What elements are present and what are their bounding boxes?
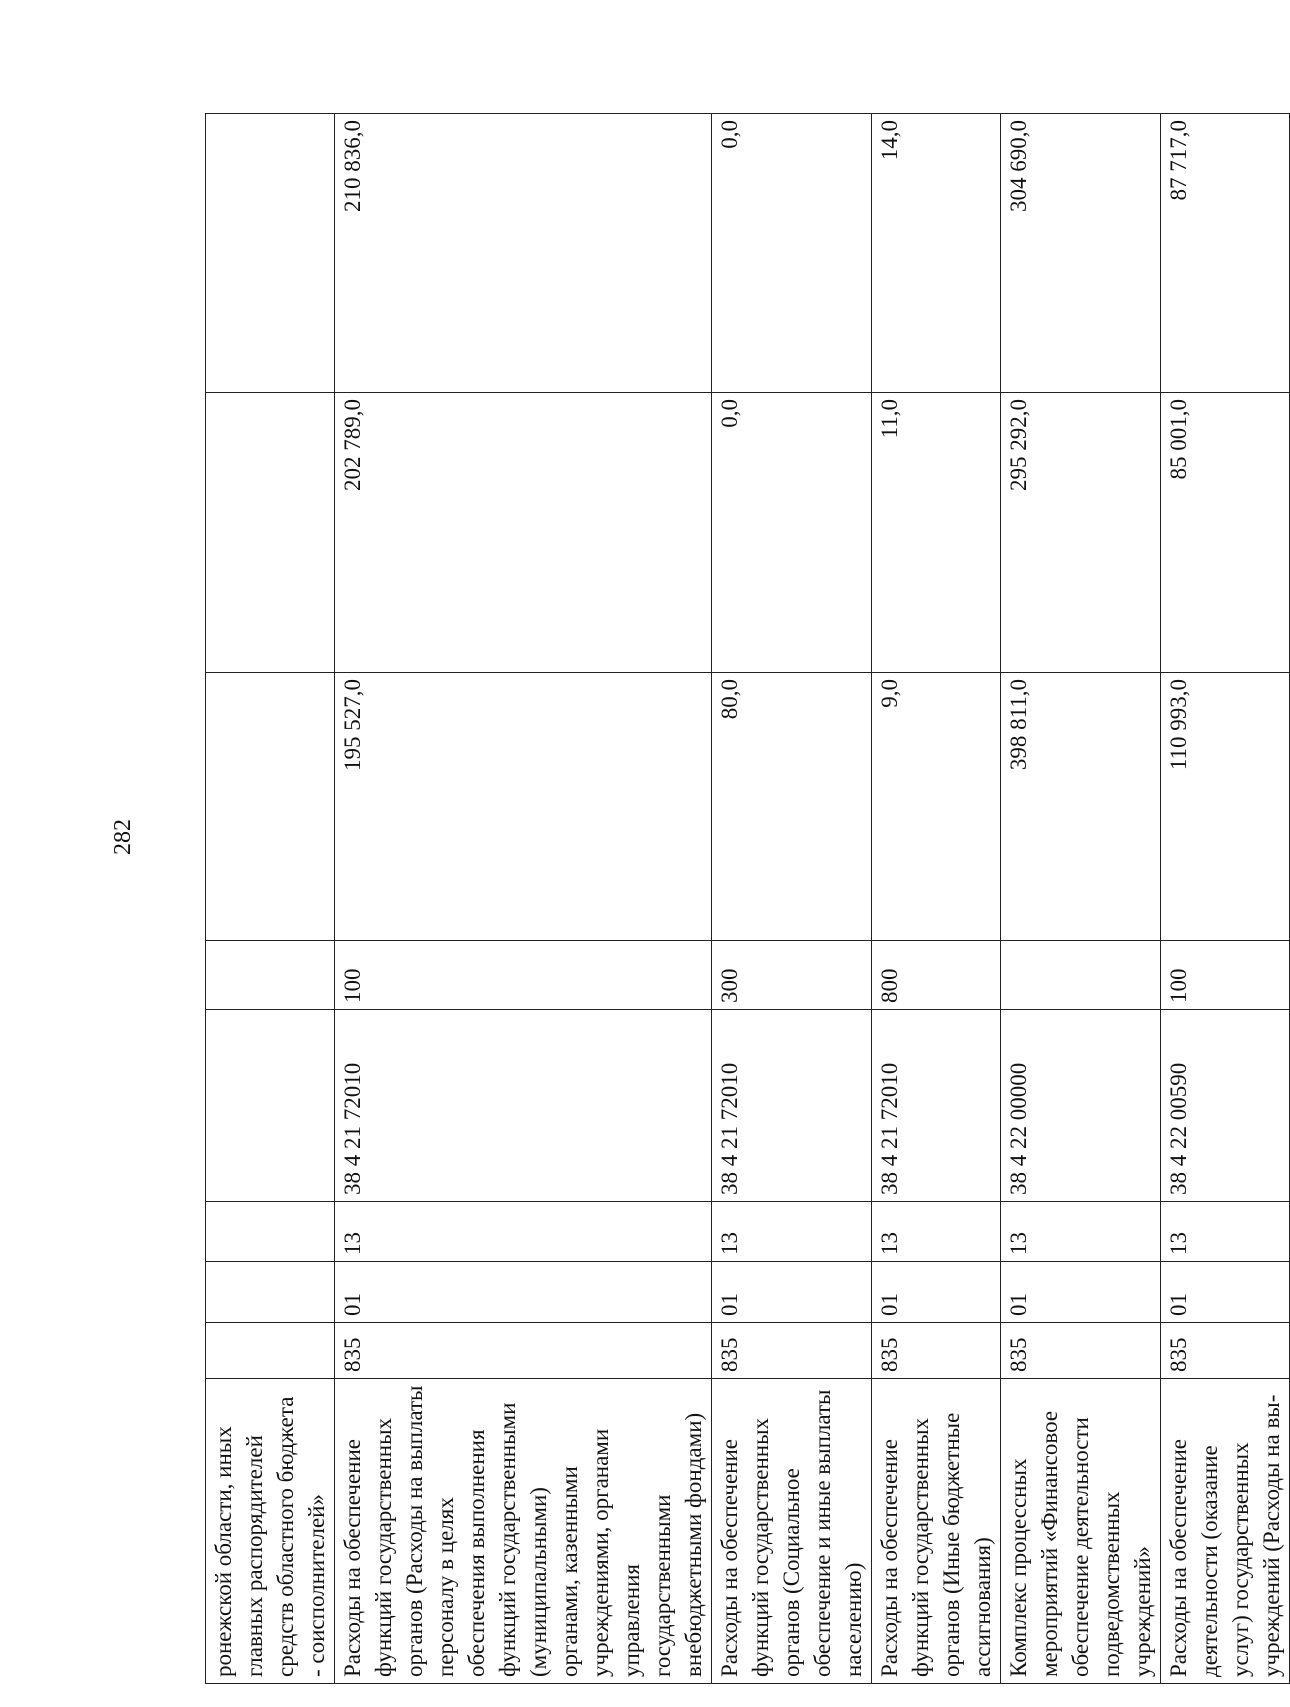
- expense-type-cell: 100: [1161, 941, 1290, 1010]
- amount-year2-cell: [206, 393, 335, 673]
- subsection-code-cell: 13: [872, 1202, 1001, 1262]
- subsection-code-cell: 13: [1161, 1202, 1290, 1262]
- amount-year1-cell: 9,0: [872, 673, 1001, 941]
- amount-year3-cell: [206, 114, 335, 393]
- target-article-cell: [206, 1010, 335, 1202]
- description-cell: Расходы на обеспечение деятельности (оказание услуг) государственных учреждений (Расходы на вы-: [1161, 1379, 1290, 1684]
- description-cell: ронежской области, иных главных распорядителей средств областного бюджета - соисполнителей»: [206, 1379, 335, 1684]
- amount-year2-cell: 295 292,0: [1001, 393, 1161, 673]
- expense-type-cell: [206, 941, 335, 1010]
- subsection-code-cell: 13: [1001, 1202, 1161, 1262]
- amount-year3-cell: 210 836,0: [335, 114, 712, 393]
- amount-year2-cell: 85 001,0: [1161, 393, 1290, 673]
- expense-type-cell: 300: [712, 941, 872, 1010]
- budget-table: [205, 113, 1290, 1684]
- grbs-code-cell: [206, 1323, 335, 1379]
- amount-year2-cell: 202 789,0: [335, 393, 712, 673]
- amount-year3-cell: 14,0: [872, 114, 1001, 393]
- amount-year1-cell: 195 527,0: [335, 673, 712, 941]
- expense-type-cell: 800: [872, 941, 1001, 1010]
- grbs-code-cell: 835: [335, 1323, 712, 1379]
- amount-year1-cell: 398 811,0: [1001, 673, 1161, 941]
- section-code-cell: [206, 1262, 335, 1323]
- target-article-cell: 38 4 22 00590: [1161, 1010, 1290, 1202]
- page-number: 282: [110, 819, 136, 855]
- section-code-cell: 01: [1001, 1262, 1161, 1323]
- amount-year1-cell: [206, 673, 335, 941]
- description-cell: Расходы на обеспечение функций государственных органов (Иные бюджетные ассигнования): [872, 1379, 1001, 1684]
- description-cell: Расходы на обеспечение функций государственных органов (Социальное обеспечение и иные выплаты населению): [712, 1379, 872, 1684]
- amount-year3-cell: 0,0: [712, 114, 872, 393]
- subsection-code-cell: [206, 1202, 335, 1262]
- subsection-code-cell: 13: [712, 1202, 872, 1262]
- grbs-code-cell: 835: [872, 1323, 1001, 1379]
- section-code-cell: 01: [872, 1262, 1001, 1323]
- table-row: [206, 114, 335, 1684]
- amount-year1-cell: 110 993,0: [1161, 673, 1290, 941]
- grbs-code-cell: 835: [712, 1323, 872, 1379]
- amount-year1-cell: 80,0: [712, 673, 872, 941]
- grbs-code-cell: 835: [1001, 1323, 1161, 1379]
- section-code-cell: 01: [712, 1262, 872, 1323]
- subsection-code-cell: 13: [335, 1202, 712, 1262]
- table-row: [335, 114, 712, 1684]
- section-code-cell: 01: [335, 1262, 712, 1323]
- target-article-cell: 38 4 21 72010: [712, 1010, 872, 1202]
- amount-year3-cell: 87 717,0: [1161, 114, 1290, 393]
- table-row: [1161, 114, 1290, 1684]
- expense-type-cell: [1001, 941, 1161, 1010]
- grbs-code-cell: 835: [1161, 1323, 1290, 1379]
- amount-year3-cell: 304 690,0: [1001, 114, 1161, 393]
- description-cell: Комплекс процессных мероприятий «Финансовое обеспечение деятельности подведомственных учреждений»: [1001, 1379, 1161, 1684]
- section-code-cell: 01: [1161, 1262, 1290, 1323]
- amount-year2-cell: 0,0: [712, 393, 872, 673]
- budget-table-rotated: [205, 114, 1284, 1684]
- target-article-cell: 38 4 22 00000: [1001, 1010, 1161, 1202]
- target-article-cell: 38 4 21 72010: [335, 1010, 712, 1202]
- table-row: [872, 114, 1001, 1684]
- table-row: [1001, 114, 1161, 1684]
- table-row: [712, 114, 872, 1684]
- target-article-cell: 38 4 21 72010: [872, 1010, 1001, 1202]
- expense-type-cell: 100: [335, 941, 712, 1010]
- amount-year2-cell: 11,0: [872, 393, 1001, 673]
- description-cell: Расходы на обеспечение функций государственных органов (Расходы на выплаты персоналу в целях обеспечения выполнения функций государственными (муниципальными) органами, казенными учреждениями, органами управления государственными внебюджетными фондами): [335, 1379, 712, 1684]
